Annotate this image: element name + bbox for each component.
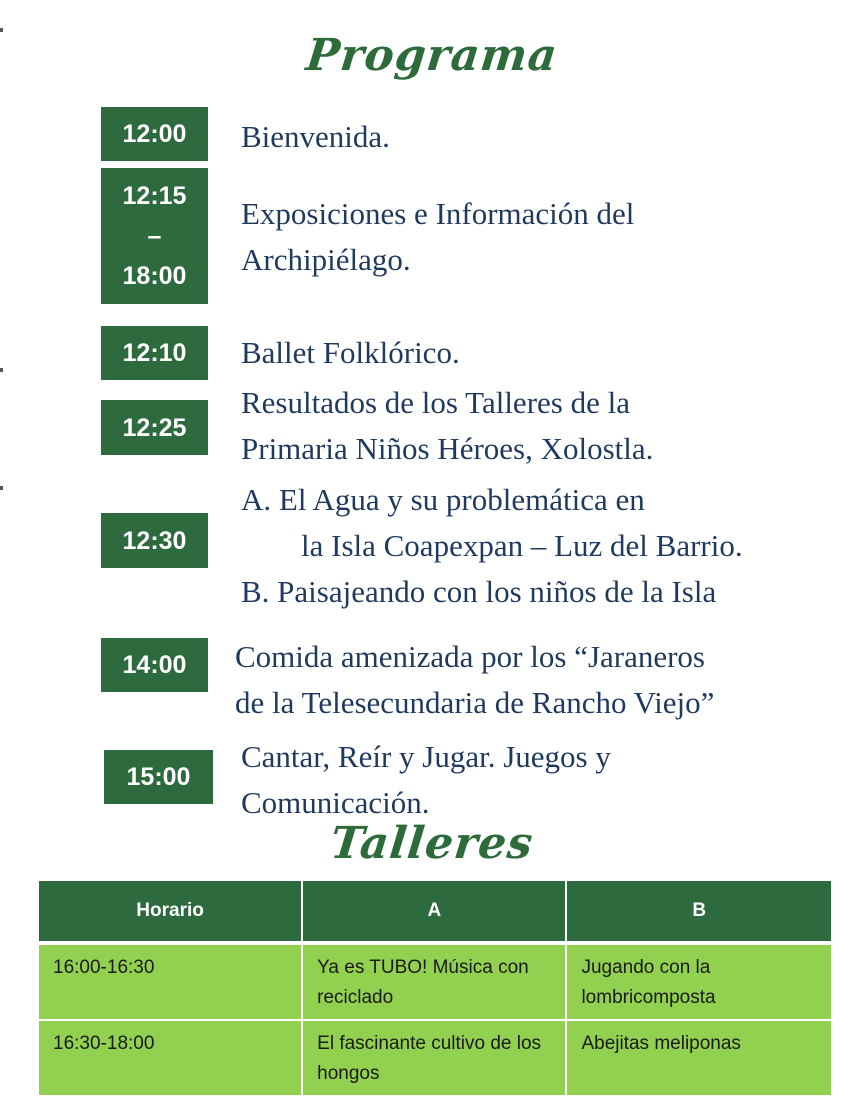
table-cell-b: Jugando con la lombricomposta: [566, 943, 832, 1020]
time-label: 18:00: [122, 262, 187, 290]
table-cell-b: Abejitas meliponas: [566, 1020, 832, 1096]
table-row: [38, 1020, 832, 1096]
event-description: [241, 330, 460, 376]
column-header-horario: Horario: [38, 880, 302, 943]
event-line: de la Telesecundaria de Rancho Viejo”: [235, 685, 715, 720]
time-label: 14:00: [122, 651, 187, 679]
table-cell-a: Ya es TUBO! Música con reciclado: [302, 943, 566, 1020]
event-line: Primaria Niños Héroes, Xolostla.: [241, 431, 654, 466]
event-line: Resultados de los Talleres de la: [241, 385, 630, 420]
event-line: Comunicación.: [241, 785, 430, 820]
table-cell-horario: 16:30-18:00: [38, 1020, 302, 1096]
column-header-a: A: [302, 880, 566, 943]
event-line: Bienvenida.: [241, 119, 390, 154]
event-line: la Isla Coapexpan – Luz del Barrio.: [301, 528, 743, 563]
time-label: 12:10: [122, 339, 187, 367]
time-badge: [101, 513, 208, 568]
time-badge: [104, 750, 213, 804]
column-header-b: B: [566, 880, 832, 943]
talleres-title: Talleres: [328, 818, 536, 869]
time-badge: [101, 168, 208, 304]
event-description: [241, 114, 390, 160]
time-badge: [101, 400, 208, 455]
time-badge: [101, 326, 208, 380]
event-description: [241, 380, 653, 472]
time-badge: [101, 638, 208, 692]
time-label: 12:30: [122, 526, 187, 555]
event-line: Exposiciones e Información del: [241, 196, 635, 231]
programa-title: Programa: [303, 30, 561, 81]
time-label: 15:00: [126, 763, 191, 791]
page-edge-mark: [0, 368, 3, 372]
event-description: [241, 477, 743, 615]
page-edge-mark: [0, 486, 3, 490]
time-badge: [101, 107, 208, 161]
event-line: Cantar, Reír y Jugar. Juegos y: [241, 739, 611, 774]
time-label: 12:15: [122, 182, 187, 210]
table-cell-a: El fascinante cultivo de los hongos: [302, 1020, 566, 1096]
talleres-table: [37, 879, 833, 1097]
event-line: Archipiélago.: [241, 242, 411, 277]
time-label: 12:25: [122, 413, 187, 442]
event-line: A. El Agua y su problemática en: [241, 482, 645, 517]
event-description: [241, 734, 611, 826]
event-line: Comida amenizada por los “Jaraneros: [235, 639, 705, 674]
event-line: Ballet Folklórico.: [241, 335, 460, 370]
event-description: [235, 634, 714, 726]
table-cell-horario: 16:00-16:30: [38, 943, 302, 1020]
event-description: [241, 191, 634, 283]
table-row: [38, 943, 832, 1020]
table-header-row: [38, 880, 832, 943]
time-separator: –: [147, 222, 162, 250]
time-label: 12:00: [122, 120, 187, 148]
event-line: B. Paisajeando con los niños de la Isla: [241, 574, 717, 609]
